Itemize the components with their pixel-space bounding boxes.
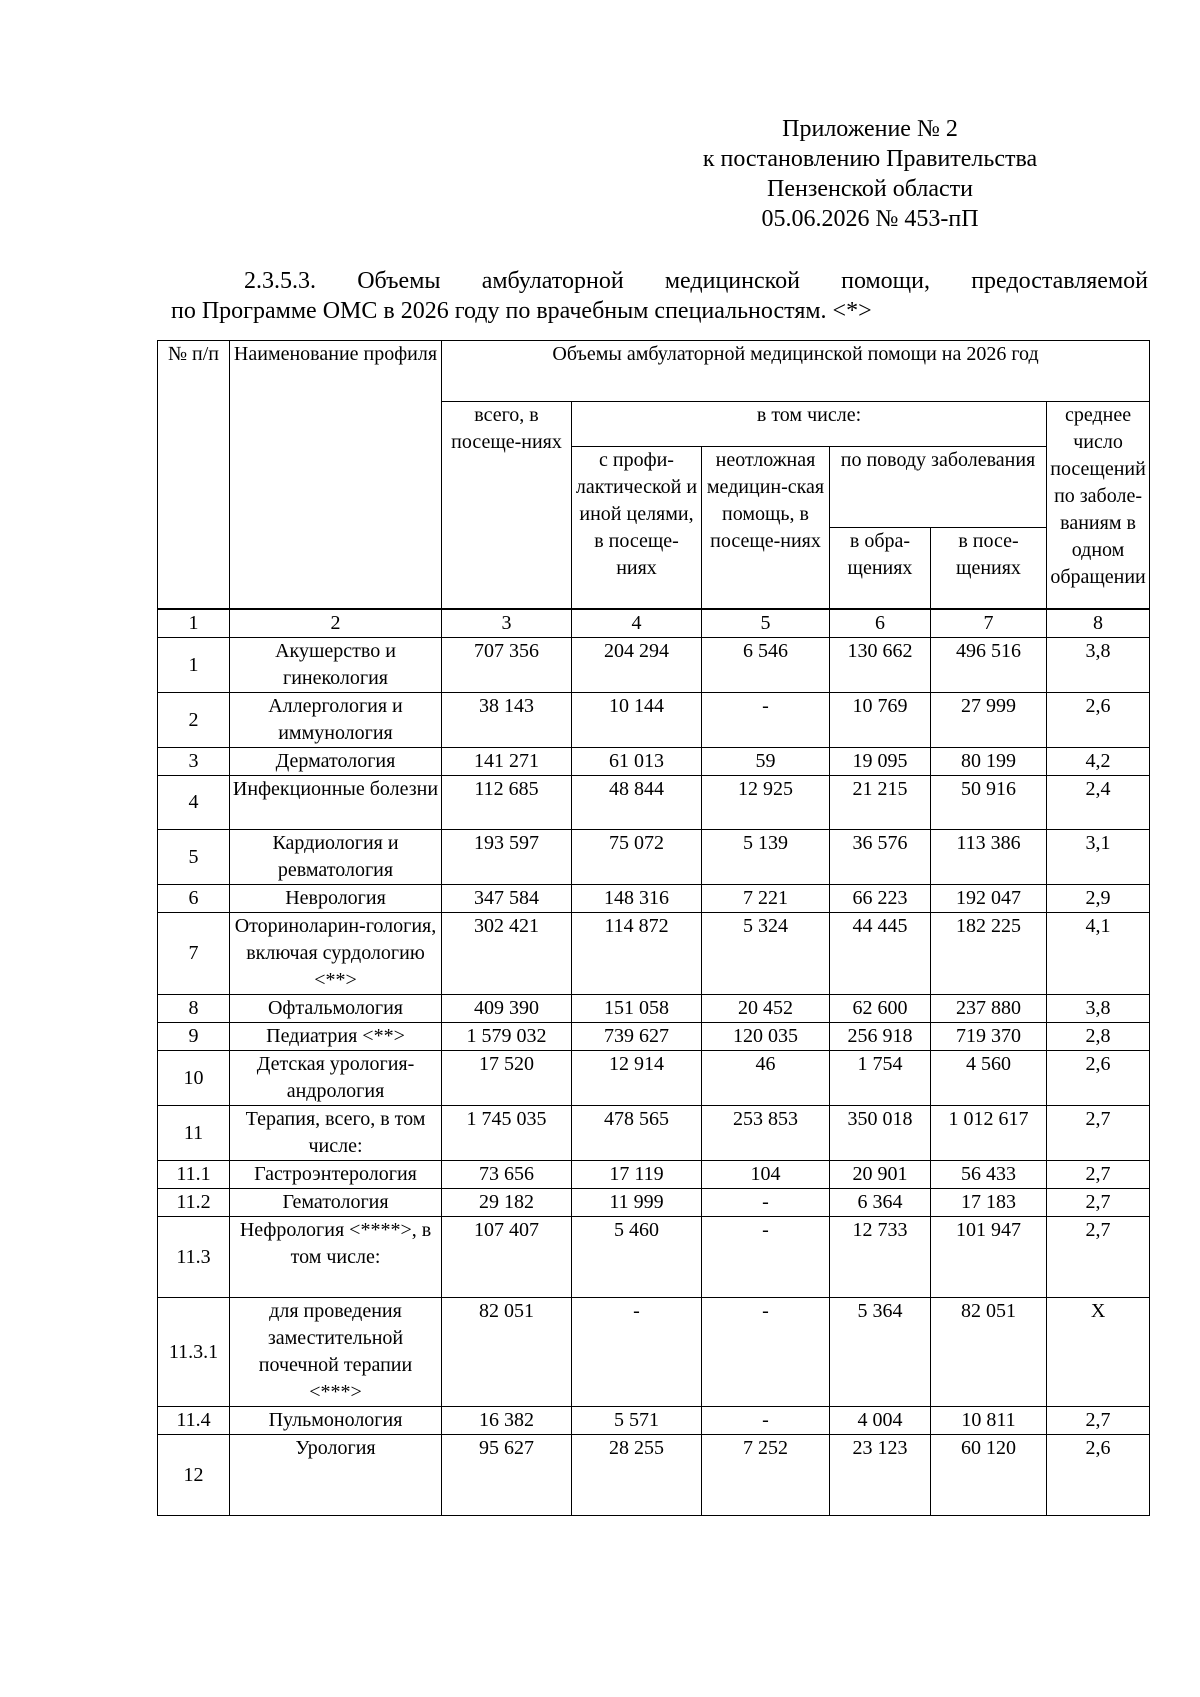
table-row xyxy=(158,693,1150,748)
cell-total: 141 271 xyxy=(442,748,572,776)
row-number: 11.1 xyxy=(158,1161,230,1189)
cell-urgent: 5 324 xyxy=(702,913,830,995)
cell-appeals: 62 600 xyxy=(830,995,931,1023)
section-title-line1: 2.3.5.3. Объемы амбулаторной медицинской помощи, предоставляемой xyxy=(244,268,1148,294)
table-row xyxy=(158,885,1150,913)
cell-appeals: 36 576 xyxy=(830,830,931,885)
cell-urgent: - xyxy=(702,1217,830,1298)
cell-prof: 114 872 xyxy=(572,913,702,995)
cell-avg: 2,6 xyxy=(1047,693,1150,748)
cell-avg: 2,7 xyxy=(1047,1106,1150,1161)
cell-visits: 27 999 xyxy=(931,693,1047,748)
cell-avg: 2,6 xyxy=(1047,1051,1150,1106)
volumes-table xyxy=(157,340,1150,1516)
cell-visits: 237 880 xyxy=(931,995,1047,1023)
cell-visits: 192 047 xyxy=(931,885,1047,913)
cell-avg: 4,1 xyxy=(1047,913,1150,995)
appendix-date-number: 05.06.2026 № 453-пП xyxy=(761,206,979,232)
row-number: 2 xyxy=(158,693,230,748)
column-number: 5 xyxy=(702,609,830,638)
cell-total: 16 382 xyxy=(442,1407,572,1435)
cell-total: 38 143 xyxy=(442,693,572,748)
cell-total: 409 390 xyxy=(442,995,572,1023)
profile-name: для проведения заместительной почечной терапии <***> xyxy=(230,1298,442,1407)
cell-visits: 182 225 xyxy=(931,913,1047,995)
cell-avg: 4,2 xyxy=(1047,748,1150,776)
cell-avg: 3,1 xyxy=(1047,830,1150,885)
cell-appeals: 10 769 xyxy=(830,693,931,748)
row-number: 4 xyxy=(158,776,230,830)
profile-name: Акушерство и гинекология xyxy=(230,638,442,693)
row-number: 7 xyxy=(158,913,230,995)
table-row xyxy=(158,1023,1150,1051)
header-total: всего, в посеще-ниях xyxy=(442,402,572,610)
row-number: 11 xyxy=(158,1106,230,1161)
cell-prof: 151 058 xyxy=(572,995,702,1023)
section-title xyxy=(171,266,1148,326)
cell-total: 17 520 xyxy=(442,1051,572,1106)
cell-total: 73 656 xyxy=(442,1161,572,1189)
cell-visits: 10 811 xyxy=(931,1407,1047,1435)
cell-prof: 48 844 xyxy=(572,776,702,830)
cell-urgent: 7 252 xyxy=(702,1435,830,1516)
header-prof: с профи-лактической и иной целями, в посеще-ниях xyxy=(572,447,702,610)
cell-urgent: - xyxy=(702,1407,830,1435)
header-urgent: неотложная медицин-ская помощь, в посеще-ниях xyxy=(702,447,830,610)
table-row xyxy=(158,995,1150,1023)
row-number: 11.4 xyxy=(158,1407,230,1435)
cell-visits: 1 012 617 xyxy=(931,1106,1047,1161)
cell-appeals: 66 223 xyxy=(830,885,931,913)
cell-appeals: 1 754 xyxy=(830,1051,931,1106)
column-number: 8 xyxy=(1047,609,1150,638)
row-number: 10 xyxy=(158,1051,230,1106)
cell-appeals: 19 095 xyxy=(830,748,931,776)
table-row xyxy=(158,1407,1150,1435)
cell-avg: 3,8 xyxy=(1047,995,1150,1023)
table-row xyxy=(158,1051,1150,1106)
row-number: 11.3 xyxy=(158,1217,230,1298)
cell-avg: 3,8 xyxy=(1047,638,1150,693)
cell-appeals: 4 004 xyxy=(830,1407,931,1435)
table-row xyxy=(158,748,1150,776)
table-row xyxy=(158,776,1150,830)
cell-urgent: 20 452 xyxy=(702,995,830,1023)
header-volumes: Объемы амбулаторной медицинской помощи на 2026 год xyxy=(442,341,1150,402)
appendix-number: Приложение № 2 xyxy=(782,116,958,142)
cell-total: 107 407 xyxy=(442,1217,572,1298)
cell-total: 302 421 xyxy=(442,913,572,995)
cell-avg: 2,7 xyxy=(1047,1189,1150,1217)
profile-name: Терапия, всего, в том числе: xyxy=(230,1106,442,1161)
cell-prof: 75 072 xyxy=(572,830,702,885)
cell-urgent: 59 xyxy=(702,748,830,776)
profile-name: Педиатрия <**> xyxy=(230,1023,442,1051)
cell-appeals: 44 445 xyxy=(830,913,931,995)
column-number: 4 xyxy=(572,609,702,638)
cell-prof: 11 999 xyxy=(572,1189,702,1217)
row-number: 9 xyxy=(158,1023,230,1051)
column-numbers-row xyxy=(158,609,1150,638)
cell-prof: 12 914 xyxy=(572,1051,702,1106)
cell-urgent: 253 853 xyxy=(702,1106,830,1161)
profile-name: Гастроэнтерология xyxy=(230,1161,442,1189)
cell-avg: 2,8 xyxy=(1047,1023,1150,1051)
cell-prof: 61 013 xyxy=(572,748,702,776)
cell-avg: X xyxy=(1047,1298,1150,1407)
header-appeals: в обра-щениях xyxy=(830,528,931,610)
profile-name: Детская урология-андрология xyxy=(230,1051,442,1106)
cell-urgent: 46 xyxy=(702,1051,830,1106)
cell-total: 347 584 xyxy=(442,885,572,913)
cell-visits: 60 120 xyxy=(931,1435,1047,1516)
cell-total: 95 627 xyxy=(442,1435,572,1516)
cell-appeals: 256 918 xyxy=(830,1023,931,1051)
cell-prof: 28 255 xyxy=(572,1435,702,1516)
profile-name: Дерматология xyxy=(230,748,442,776)
row-number: 8 xyxy=(158,995,230,1023)
column-number: 1 xyxy=(158,609,230,638)
cell-appeals: 6 364 xyxy=(830,1189,931,1217)
table-row xyxy=(158,913,1150,995)
cell-urgent: - xyxy=(702,1189,830,1217)
table-row xyxy=(158,638,1150,693)
cell-urgent: - xyxy=(702,1298,830,1407)
cell-urgent: - xyxy=(702,693,830,748)
cell-total: 1 745 035 xyxy=(442,1106,572,1161)
header-num: № п/п xyxy=(158,341,230,610)
cell-appeals: 21 215 xyxy=(830,776,931,830)
cell-total: 707 356 xyxy=(442,638,572,693)
table-row xyxy=(158,1217,1150,1298)
header-visits: в посе-щениях xyxy=(931,528,1047,610)
cell-visits: 113 386 xyxy=(931,830,1047,885)
cell-urgent: 120 035 xyxy=(702,1023,830,1051)
cell-urgent: 12 925 xyxy=(702,776,830,830)
cell-prof: 204 294 xyxy=(572,638,702,693)
cell-prof: 17 119 xyxy=(572,1161,702,1189)
cell-appeals: 12 733 xyxy=(830,1217,931,1298)
appendix-region: Пензенской области xyxy=(767,176,973,202)
profile-name: Инфекционные болезни xyxy=(230,776,442,830)
cell-urgent: 7 221 xyxy=(702,885,830,913)
cell-total: 193 597 xyxy=(442,830,572,885)
cell-visits: 101 947 xyxy=(931,1217,1047,1298)
cell-total: 1 579 032 xyxy=(442,1023,572,1051)
cell-visits: 50 916 xyxy=(931,776,1047,830)
table-row xyxy=(158,1106,1150,1161)
profile-name: Неврология xyxy=(230,885,442,913)
cell-visits: 496 516 xyxy=(931,638,1047,693)
row-number: 11.2 xyxy=(158,1189,230,1217)
cell-total: 112 685 xyxy=(442,776,572,830)
profile-name: Оториноларин-гология, включая сурдологию <**> xyxy=(230,913,442,995)
profile-name: Урология xyxy=(230,1435,442,1516)
cell-prof: 10 144 xyxy=(572,693,702,748)
profile-name: Аллергология и иммунология xyxy=(230,693,442,748)
cell-avg: 2,6 xyxy=(1047,1435,1150,1516)
row-number: 6 xyxy=(158,885,230,913)
cell-avg: 2,7 xyxy=(1047,1161,1150,1189)
row-number: 5 xyxy=(158,830,230,885)
cell-visits: 719 370 xyxy=(931,1023,1047,1051)
cell-avg: 2,7 xyxy=(1047,1217,1150,1298)
cell-avg: 2,9 xyxy=(1047,885,1150,913)
table-row xyxy=(158,1435,1150,1516)
row-number: 1 xyxy=(158,638,230,693)
cell-urgent: 5 139 xyxy=(702,830,830,885)
cell-prof: 148 316 xyxy=(572,885,702,913)
column-number: 7 xyxy=(931,609,1047,638)
header-name: Наименование профиля xyxy=(230,341,442,610)
cell-appeals: 130 662 xyxy=(830,638,931,693)
appendix-reference: к постановлению Правительства xyxy=(702,146,1038,172)
profile-name: Офтальмология xyxy=(230,995,442,1023)
cell-avg: 2,7 xyxy=(1047,1407,1150,1435)
cell-prof: - xyxy=(572,1298,702,1407)
cell-visits: 56 433 xyxy=(931,1161,1047,1189)
row-number: 11.3.1 xyxy=(158,1298,230,1407)
cell-prof: 739 627 xyxy=(572,1023,702,1051)
column-number: 2 xyxy=(230,609,442,638)
column-number: 3 xyxy=(442,609,572,638)
cell-prof: 5 460 xyxy=(572,1217,702,1298)
row-number: 12 xyxy=(158,1435,230,1516)
table-row xyxy=(158,1298,1150,1407)
cell-visits: 17 183 xyxy=(931,1189,1047,1217)
cell-prof: 478 565 xyxy=(572,1106,702,1161)
section-title-line2: по Программе ОМС в 2026 году по врачебным специальностям. <*> xyxy=(171,298,872,324)
cell-total: 29 182 xyxy=(442,1189,572,1217)
profile-name: Гематология xyxy=(230,1189,442,1217)
row-number: 3 xyxy=(158,748,230,776)
cell-appeals: 5 364 xyxy=(830,1298,931,1407)
table-row xyxy=(158,1189,1150,1217)
profile-name: Нефрология <****>, в том числе: xyxy=(230,1217,442,1298)
appendix-header xyxy=(660,114,1080,234)
cell-visits: 82 051 xyxy=(931,1298,1047,1407)
cell-appeals: 23 123 xyxy=(830,1435,931,1516)
header-avg: среднее число посещений по заболе-ваниям в одном обращении xyxy=(1047,402,1150,610)
cell-appeals: 20 901 xyxy=(830,1161,931,1189)
cell-appeals: 350 018 xyxy=(830,1106,931,1161)
cell-prof: 5 571 xyxy=(572,1407,702,1435)
cell-visits: 80 199 xyxy=(931,748,1047,776)
cell-visits: 4 560 xyxy=(931,1051,1047,1106)
cell-urgent: 104 xyxy=(702,1161,830,1189)
cell-avg: 2,4 xyxy=(1047,776,1150,830)
cell-total: 82 051 xyxy=(442,1298,572,1407)
profile-name: Пульмонология xyxy=(230,1407,442,1435)
profile-name: Кардиология и ревматология xyxy=(230,830,442,885)
cell-urgent: 6 546 xyxy=(702,638,830,693)
column-number: 6 xyxy=(830,609,931,638)
table-row xyxy=(158,830,1150,885)
header-including: в том числе: xyxy=(572,402,1047,447)
table-row xyxy=(158,1161,1150,1189)
header-disease: по поводу заболевания xyxy=(830,447,1047,528)
